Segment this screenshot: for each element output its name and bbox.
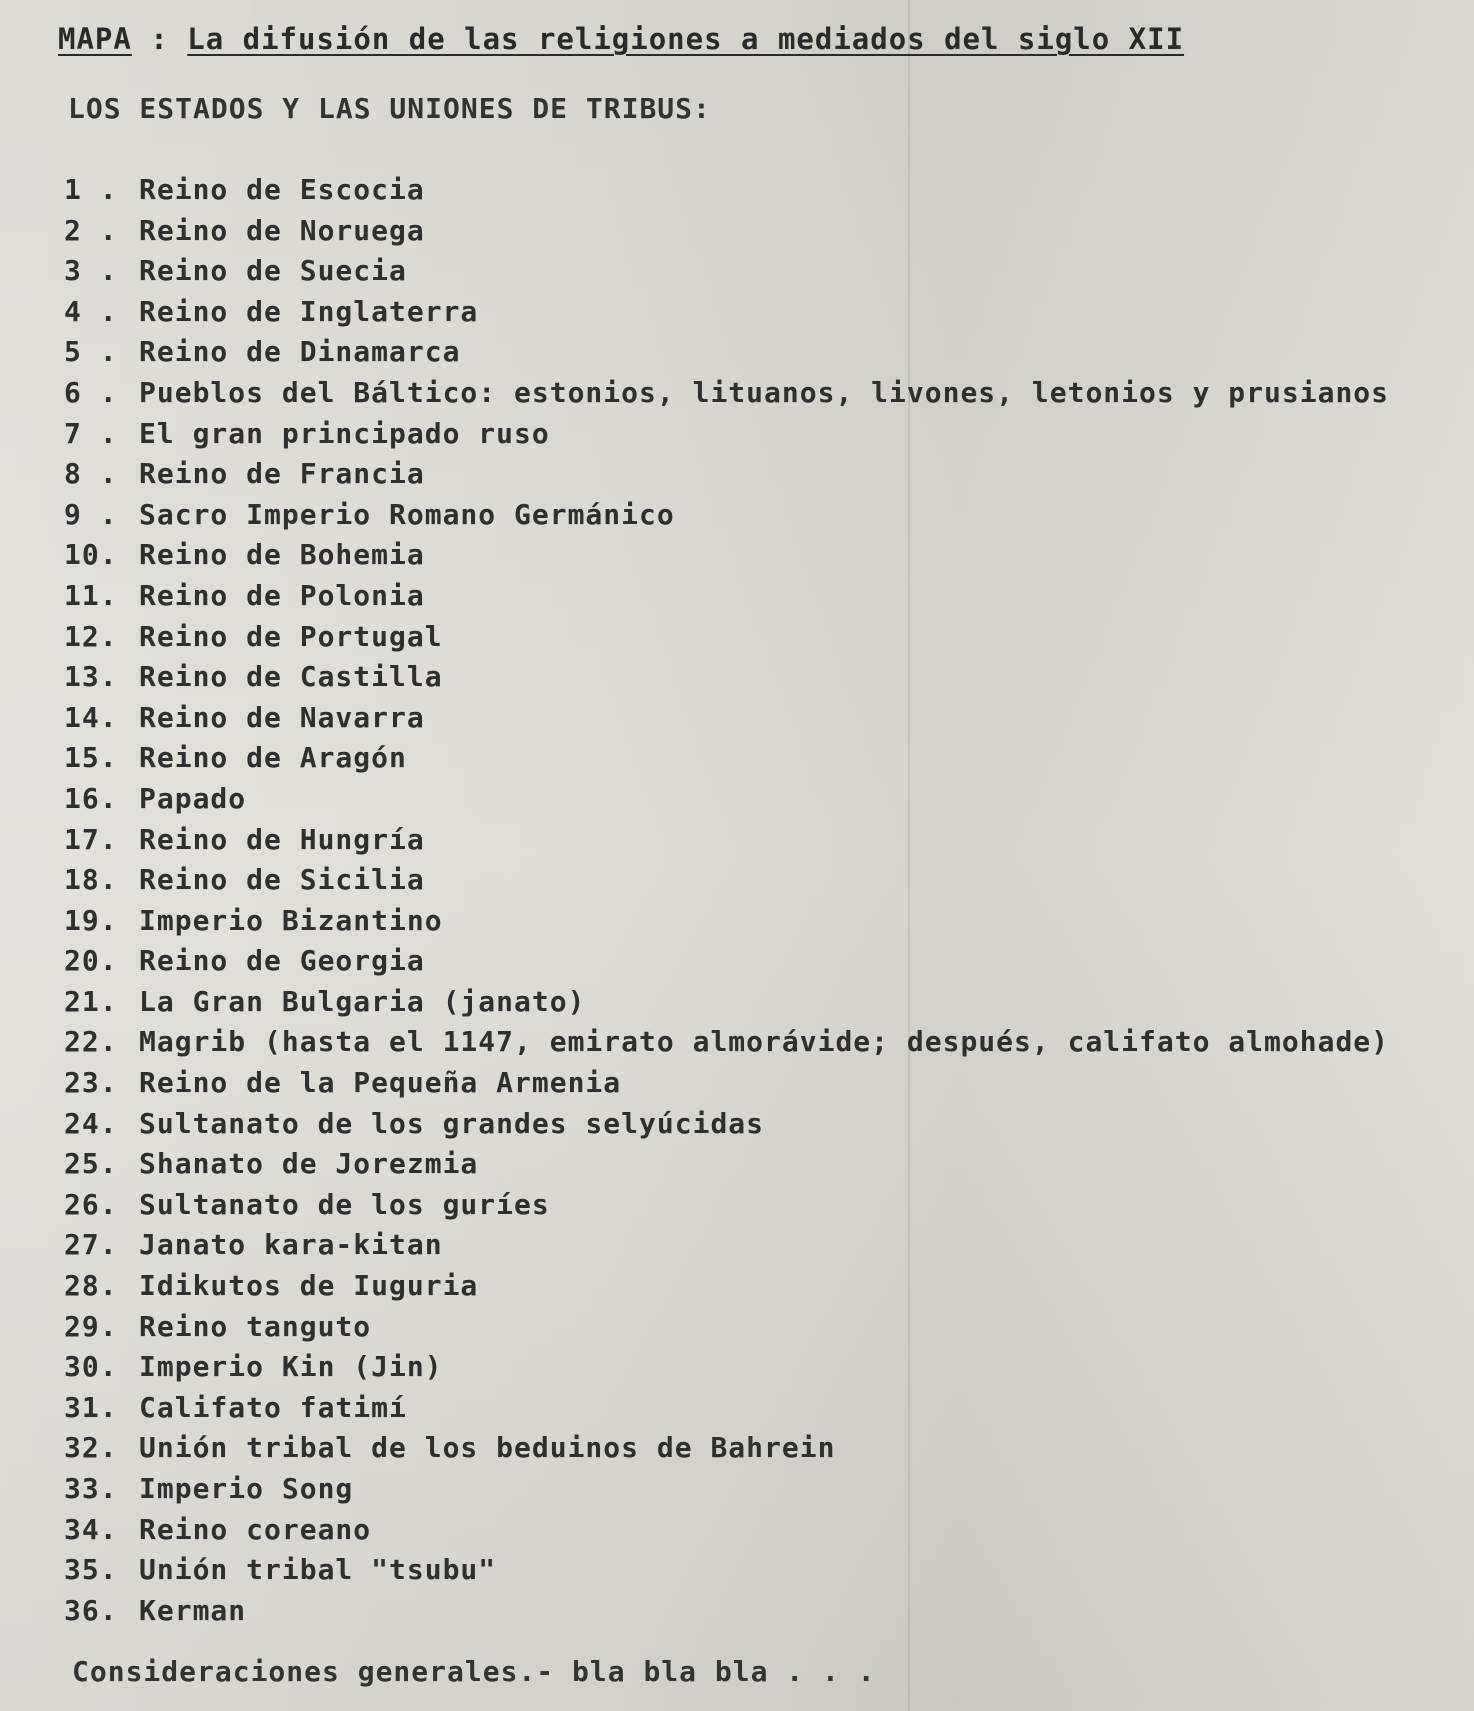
item-number: 25.	[64, 1147, 118, 1181]
item-number: 36.	[64, 1593, 118, 1627]
list-item	[64, 779, 1389, 820]
item-text: Magrib (hasta el 1147, emirato almorávide; después, califato almohade)	[139, 1025, 1390, 1059]
item-number: 12.	[64, 619, 118, 653]
item-text: Califato fatimí	[139, 1390, 407, 1424]
item-text: Reino de la Pequeña Armenia	[139, 1066, 622, 1100]
item-text: Reino de Navarra	[139, 700, 425, 734]
item-number: 34.	[64, 1512, 118, 1546]
item-text: Unión tribal de los beduinos de Bahrein	[139, 1431, 836, 1465]
item-text: Sultanato de los grandes selyúcidas	[139, 1106, 765, 1140]
item-text: El gran principado ruso	[139, 416, 550, 450]
item-number: 35.	[64, 1553, 118, 1587]
item-text: Reino de Noruega	[139, 213, 425, 247]
section-heading: LOS ESTADOS Y LAS UNIONES DE TRIBUS:	[68, 92, 711, 125]
item-text: Reino de Bohemia	[139, 538, 425, 572]
item-text: Kerman	[139, 1593, 247, 1627]
item-text: Imperio Bizantino	[139, 903, 443, 937]
item-text: Reino de Castilla	[139, 660, 443, 694]
item-number: 4 .	[64, 294, 118, 328]
list-item	[64, 373, 1389, 414]
item-number: 27.	[64, 1228, 118, 1262]
item-number: 18.	[64, 863, 118, 897]
item-number: 19.	[64, 903, 118, 937]
item-number: 2 .	[64, 213, 118, 247]
list-item	[64, 617, 1389, 658]
item-number: 9 .	[64, 497, 118, 531]
item-number: 1 .	[64, 173, 118, 206]
item-number: 3 .	[64, 254, 118, 288]
list-item	[64, 1550, 1389, 1591]
list-item	[64, 170, 1389, 211]
item-text: Reino de Sicilia	[139, 863, 425, 897]
item-text: Sultanato de los guríes	[139, 1187, 550, 1221]
item-number: 31.	[64, 1390, 118, 1424]
list-item	[64, 414, 1389, 455]
list-item	[64, 292, 1389, 333]
item-text: Reino de Hungría	[139, 822, 425, 856]
item-number: 15.	[64, 741, 118, 775]
item-number: 26.	[64, 1187, 118, 1221]
list-item	[64, 1469, 1389, 1510]
list-item	[64, 1510, 1389, 1551]
item-text: Reino de Suecia	[139, 254, 407, 288]
title-separator: :	[131, 22, 188, 56]
item-text: Shanato de Jorezmia	[139, 1147, 479, 1181]
item-number: 16.	[64, 781, 118, 815]
item-text: Idikutos de Iuguria	[139, 1269, 479, 1303]
list-item	[64, 698, 1389, 739]
item-number: 21.	[64, 984, 118, 1018]
item-text: Unión tribal "tsubu"	[139, 1553, 497, 1587]
list-item	[64, 1388, 1389, 1429]
list-item	[64, 1307, 1389, 1348]
item-text: Reino de Aragón	[139, 741, 407, 775]
title-prefix: MAPA	[58, 22, 132, 56]
list-item	[64, 982, 1389, 1023]
list-item	[64, 860, 1389, 901]
item-number: 7 .	[64, 416, 118, 450]
title-text: La difusión de las religiones a mediados del siglo XII	[187, 22, 1185, 56]
item-text: La Gran Bulgaria (janato)	[139, 984, 586, 1018]
list-item	[64, 1144, 1389, 1185]
list-item	[64, 332, 1389, 373]
item-text: Sacro Imperio Romano Germánico	[139, 497, 675, 531]
item-text: Reino coreano	[139, 1512, 372, 1546]
item-text: Reino de Francia	[139, 457, 425, 491]
item-number: 28.	[64, 1269, 118, 1303]
item-text: Imperio Song	[139, 1472, 354, 1505]
list-item	[64, 820, 1389, 861]
item-text: Janato kara-kitan	[139, 1228, 443, 1262]
list-item	[64, 576, 1389, 617]
item-number: 22.	[64, 1025, 118, 1059]
item-number: 10.	[64, 538, 118, 572]
item-text: Reino de Escocia	[139, 173, 425, 206]
item-number: 24.	[64, 1106, 118, 1140]
list-item	[64, 535, 1389, 576]
item-number: 5 .	[64, 335, 118, 369]
item-number: 33.	[64, 1472, 118, 1505]
list-item	[64, 1428, 1389, 1469]
states-list	[64, 170, 1389, 1631]
item-text: Reino de Portugal	[139, 619, 443, 653]
item-number: 20.	[64, 944, 118, 978]
item-text: Reino de Polonia	[139, 578, 425, 612]
item-number: 23.	[64, 1066, 118, 1100]
list-item	[64, 901, 1389, 942]
list-item	[64, 1022, 1389, 1063]
list-item	[64, 1591, 1389, 1632]
item-text: Reino tanguto	[139, 1309, 372, 1343]
item-text: Imperio Kin (Jin)	[139, 1350, 443, 1384]
item-number: 8 .	[64, 457, 118, 491]
item-number: 30.	[64, 1350, 118, 1384]
list-item	[64, 211, 1389, 252]
list-item	[64, 454, 1389, 495]
item-number: 29.	[64, 1309, 118, 1343]
list-item	[64, 1185, 1389, 1226]
item-number: 32.	[64, 1431, 118, 1465]
list-item	[64, 495, 1389, 536]
list-item	[64, 1063, 1389, 1104]
item-text: Reino de Georgia	[139, 944, 425, 978]
item-text: Reino de Dinamarca	[139, 335, 461, 369]
item-text: Papado	[139, 781, 247, 815]
item-text: Reino de Inglaterra	[139, 294, 479, 328]
item-number: 6 .	[64, 375, 118, 409]
footer-note: Consideraciones generales.- bla bla bla . . .	[72, 1655, 876, 1688]
list-item	[64, 738, 1389, 779]
list-item	[64, 1266, 1389, 1307]
item-number: 11.	[64, 578, 118, 612]
list-item	[64, 941, 1389, 982]
item-number: 14.	[64, 700, 118, 734]
document-title	[58, 22, 1184, 56]
item-text: Pueblos del Báltico: estonios, lituanos, livones, letonios y prusianos	[139, 375, 1390, 409]
item-number: 13.	[64, 660, 118, 694]
list-item	[64, 657, 1389, 698]
item-number: 17.	[64, 822, 118, 856]
list-item	[64, 1104, 1389, 1145]
list-item	[64, 1225, 1389, 1266]
list-item	[64, 251, 1389, 292]
list-item	[64, 1347, 1389, 1388]
